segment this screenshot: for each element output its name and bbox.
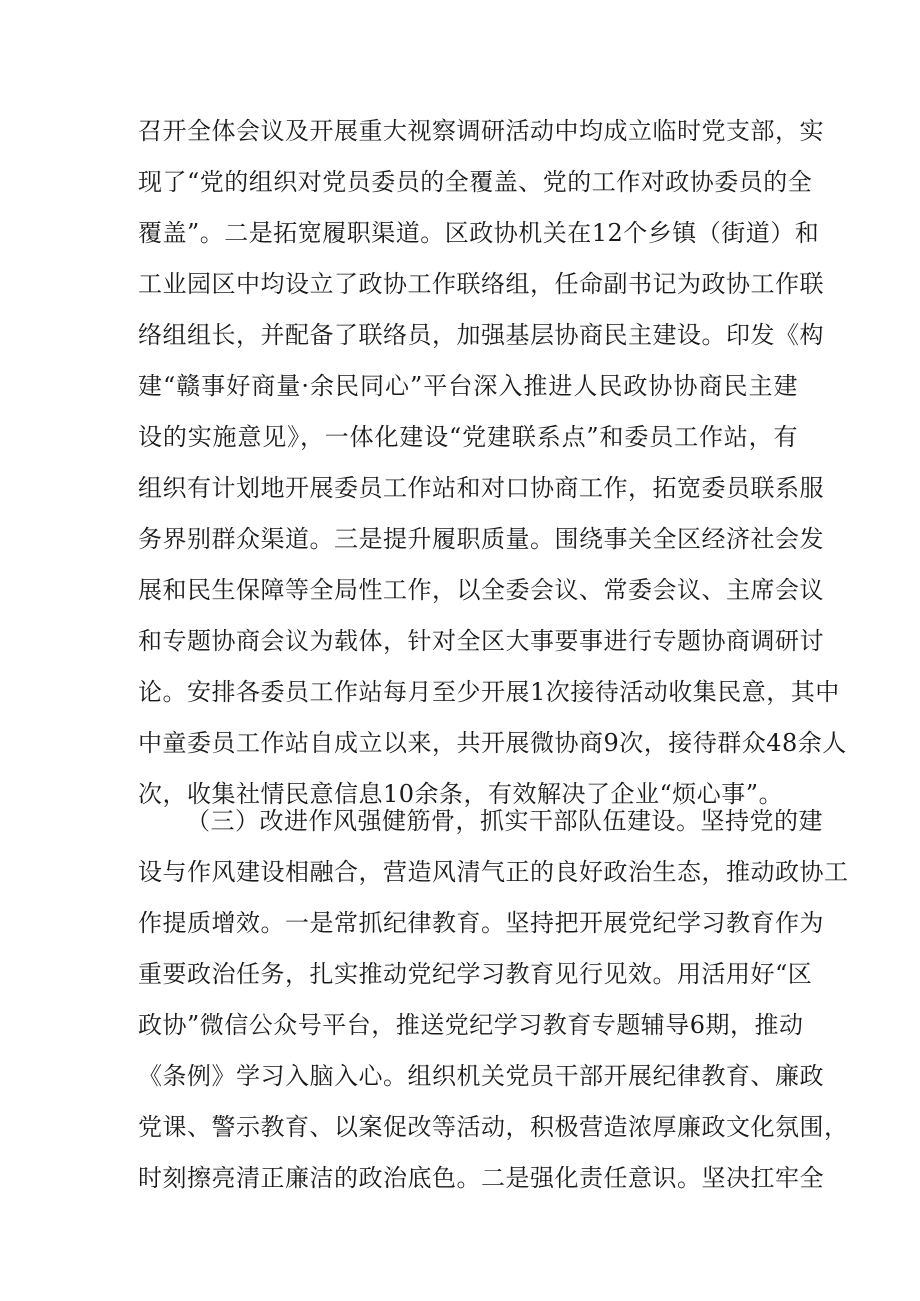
text-line: 时刻擦亮清正廉洁的政治底色。二是强化责任意识。坚决扛牢全 [138,1164,824,1192]
text-line: 召开全体会议及开展重大视察调研活动中均成立临时党支部，实 [138,117,824,145]
text-line: 和专题协商会议为载体，针对全区大事要事进行专题协商调研讨 [138,627,824,655]
text-line: 设与作风建设相融合，营造风清气正的良好政治生态，推动政协工 [138,858,849,886]
text-line: 工业园区中均设立了政协工作联络组，任命副书记为政协工作联 [138,270,824,298]
text-line: 务界别群众渠道。三是提升履职质量。围绕事关全区经济社会发 [138,525,824,553]
body-paragraph-2 [138,796,849,1204]
text-line: 展和民生保障等全局性工作，以全委会议、常委会议、主席会议 [138,576,824,604]
section-heading-line: （三）改进作风强健筋骨，抓实干部队伍建设。坚持党的建 [186,807,823,835]
text-line: 建“赣事好商量·余民同心”平台深入推进人民政协协商民主建 [138,372,798,400]
text-line: 现了“党的组织对党员委员的全覆盖、党的工作对政协委员的全 [138,168,813,196]
text-line: 党课、警示教育、以案促改等活动，积极营造浓厚廉政文化氛围， [138,1113,849,1141]
text-line: 中童委员工作站自成立以来，共开展微协商9次，接待群众48余人 [138,729,847,757]
text-line: 络组组长，并配备了联络员，加强基层协商民主建设。印发《构 [138,321,824,349]
text-line: 论。安排各委员工作站每月至少开展1次接待活动收集民意，其中 [138,678,840,706]
text-line: 作提质增效。一是常抓纪律教育。坚持把开展党纪学习教育作为 [138,909,824,937]
text-line: 组织有计划地开展委员工作站和对口协商工作，拓宽委员联系服 [138,474,824,502]
text-line: 重要政治任务，扎实推动党纪学习教育见行见效。用活用好“区 [138,960,813,988]
text-line: 《条例》学习入脑入心。组织机关党员干部开展纪律教育、廉政 [138,1062,824,1090]
text-line: 政协”微信公众号平台，推送党纪学习教育专题辅导6期，推动 [138,1011,804,1039]
text-line: 设的实施意见》，一体化建设“党建联系点”和委员工作站，有 [138,423,798,451]
text-line: 覆盖”。二是拓宽履职渠道。区政协机关在12个乡镇（街道）和 [138,219,820,247]
text-line-last: 次，收集社情民意信息10余条，有效解决了企业“烦心事”。 [138,780,784,808]
body-paragraph-1 [138,106,847,820]
